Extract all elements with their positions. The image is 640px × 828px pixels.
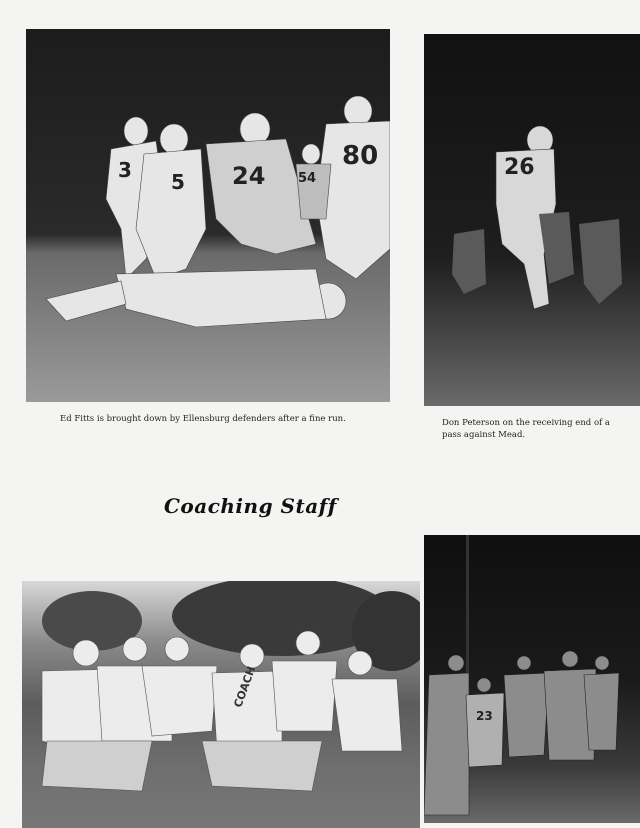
jersey-number: 26: [504, 155, 535, 180]
jersey-number: 5: [171, 170, 185, 194]
sideline-photo: [424, 535, 640, 823]
jersey-number: 3: [118, 158, 132, 182]
game-photo-fitts: [26, 29, 390, 402]
section-heading-coaching-staff: Coaching Staff: [164, 494, 337, 518]
jersey-number: 54: [298, 171, 317, 186]
caption-fitts: Ed Fitts is brought down by Ellensburg defenders after a fine run.: [60, 414, 346, 424]
jersey-number: 24: [232, 162, 266, 190]
coaches-photo: [22, 581, 420, 828]
jersey-number: 80: [342, 141, 379, 171]
jersey-number: 23: [476, 709, 493, 723]
shirt-lettering: COACH: [231, 664, 259, 710]
game-photo-peterson: [424, 34, 640, 406]
caption-peterson: Don Peterson on the receiving end of a pass against Mead.: [442, 418, 610, 440]
